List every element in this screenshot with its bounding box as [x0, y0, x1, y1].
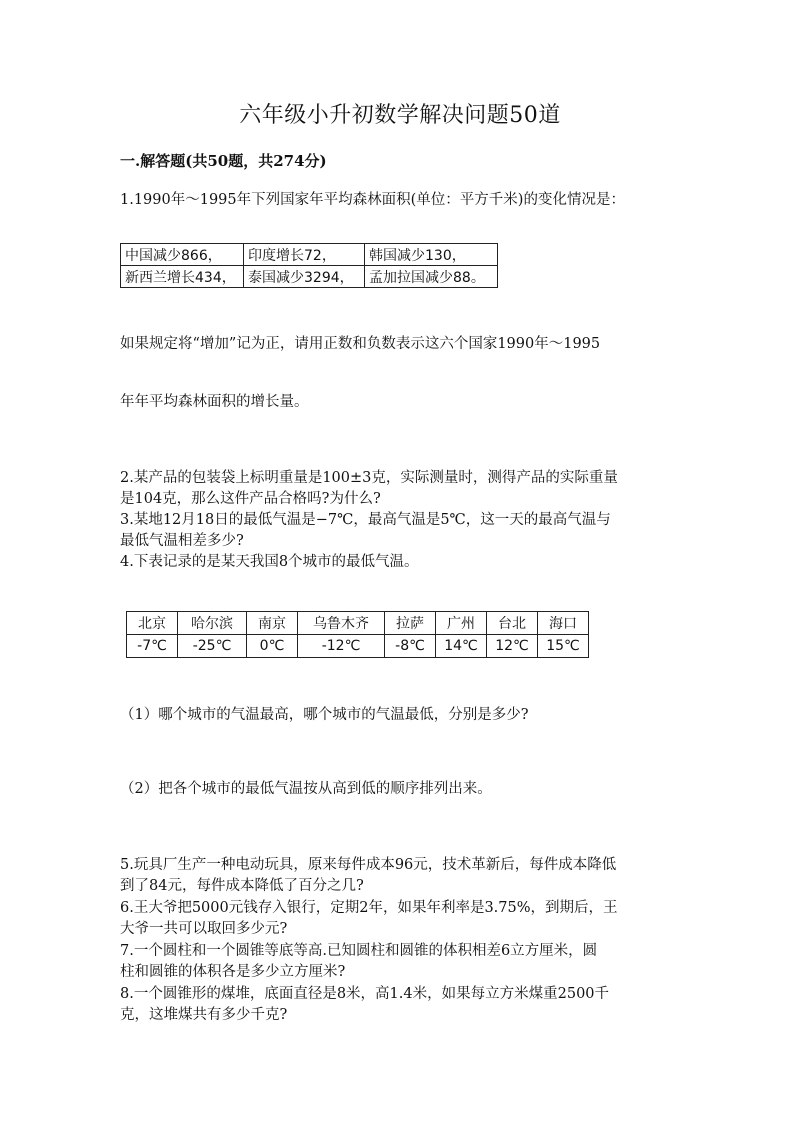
table-cell: 孟加拉国减少88。: [365, 266, 498, 288]
table-cell: 韩国减少130，: [365, 244, 498, 266]
section-heading: 一.解答题(共50题，共274分): [120, 152, 327, 170]
table-cell: -8℃: [385, 635, 436, 658]
page-title: 六年级小升初数学解决问题50道: [239, 103, 561, 128]
table-row: [121, 244, 498, 266]
table-cell: 台北: [487, 612, 538, 635]
table-cell: -7℃: [127, 635, 178, 658]
question-5-line2: 到了84元，每件成本降低了百分之几?: [120, 878, 364, 894]
table-cell: 中国减少866，: [121, 244, 244, 266]
table-cell: 新西兰增长434，: [121, 266, 244, 288]
table-cell: 0℃: [247, 635, 298, 658]
question-2-line2: 是104克，那么这件产品合格吗?为什么?: [120, 491, 381, 507]
question-1-instruction-line1: 如果规定将“增加”记为正，请用正数和负数表示这六个国家1990年～1995: [120, 336, 601, 352]
table-cell: 海口: [538, 612, 589, 635]
table-cell: 南京: [247, 612, 298, 635]
question-3-line1: 3.某地12月18日的最低气温是−7℃，最高气温是5℃，这一天的最高气温与: [120, 512, 611, 528]
table-cell: 哈尔滨: [178, 612, 247, 635]
question-4-text: 4.下表记录的是某天我国8个城市的最低气温。: [120, 554, 419, 570]
table-row: [127, 612, 589, 635]
table-cell: 印度增长72，: [244, 244, 365, 266]
question-8-line2: 克，这堆煤共有多少千克?: [120, 1007, 288, 1023]
question-8-line1: 8.一个圆锥形的煤堆，底面直径是8米，高1.4米，如果每立方米煤重2500千: [120, 986, 610, 1002]
table-row: [127, 635, 589, 658]
question-5-line1: 5.玩具厂生产一种电动玩具，原来每件成本96元，技术革新后，每件成本降低: [120, 857, 617, 873]
table-cell: -12℃: [298, 635, 385, 658]
table-cell: -25℃: [178, 635, 247, 658]
table-cell: 北京: [127, 612, 178, 635]
question-3-line2: 最低气温相差多少?: [120, 533, 244, 549]
question-4-subquestion-2: （2）把各个城市的最低气温按从高到低的顺序排列出来。: [120, 781, 492, 797]
question-7-line2: 柱和圆锥的体积各是多少立方厘米?: [120, 964, 346, 980]
question-1-instruction-line2: 年年平均森林面积的增长量。: [120, 394, 309, 410]
question-7-line1: 7.一个圆柱和一个圆锥等底等高.已知圆柱和圆锥的体积相差6立方厘米，圆: [120, 943, 598, 959]
question-2-line1: 2.某产品的包装袋上标明重量是100±3克，实际测量时，测得产品的实际重量: [120, 470, 618, 486]
question-1-text: 1.1990年～1995年下列国家年平均森林面积(单位：平方千米)的变化情况是：: [120, 192, 625, 208]
question-4-subquestion-1: （1）哪个城市的气温最高，哪个城市的气温最低，分别是多少?: [120, 707, 529, 723]
table-cell: 14℃: [436, 635, 487, 658]
question-6-line2: 大爷一共可以取回多少元?: [120, 921, 288, 937]
table-cell: 泰国减少3294，: [244, 266, 365, 288]
table-cell: 拉萨: [385, 612, 436, 635]
table-cell: 乌鲁木齐: [298, 612, 385, 635]
table-cell: 15℃: [538, 635, 589, 658]
table-cell: 12℃: [487, 635, 538, 658]
table-row: [121, 266, 498, 288]
table-cell: 广州: [436, 612, 487, 635]
question-6-line1: 6.王大爷把5000元钱存入银行，定期2年，如果年利率是3.75%，到期后，王: [120, 900, 618, 916]
city-temperature-table: [126, 611, 589, 658]
forest-change-table: [120, 243, 498, 288]
